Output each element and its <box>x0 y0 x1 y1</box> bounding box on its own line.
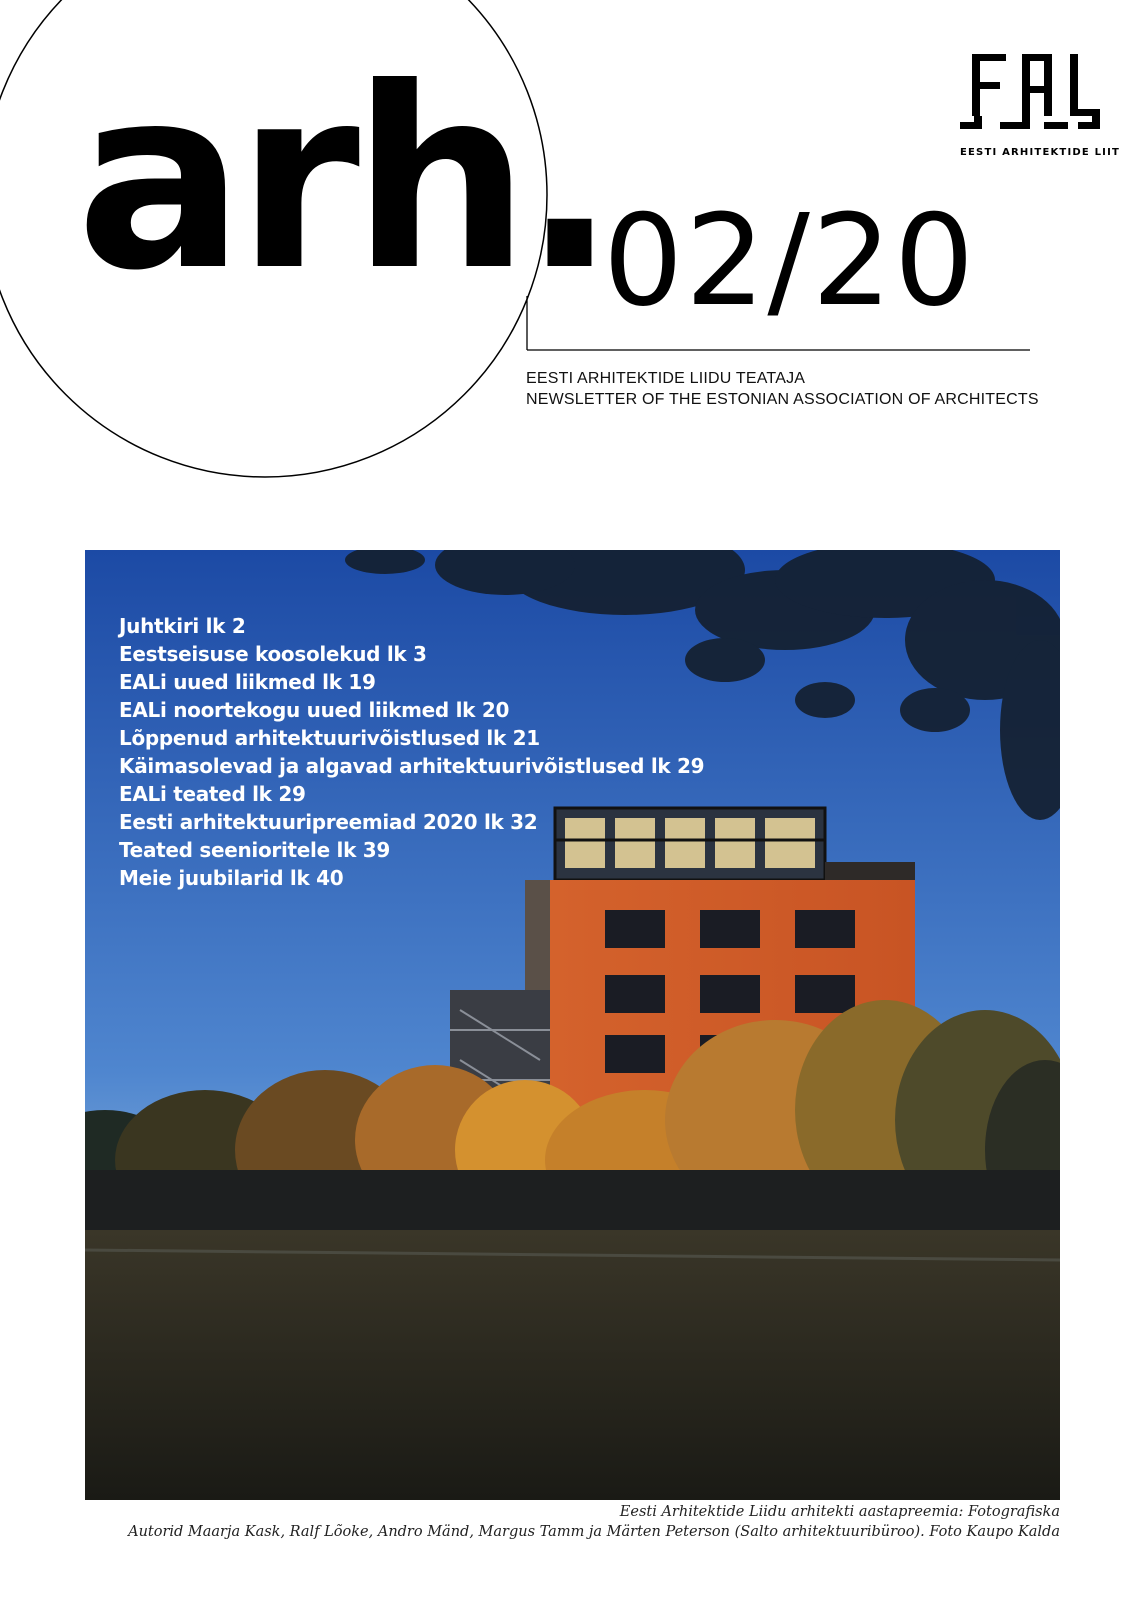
subtitle-english: NEWSLETTER OF THE ESTONIAN ASSOCIATION OF ARCHITECTS <box>526 391 1039 408</box>
toc-item: Meie juubilarid lk 40 <box>119 866 344 890</box>
toc-item: Käimasolevad ja algavad arhitektuurivõistlused lk 29 <box>119 754 705 778</box>
issue-number: 02/20 <box>603 187 977 334</box>
roof-terrace <box>825 862 915 880</box>
masthead-subtitle <box>526 368 1039 410</box>
eal-logo <box>960 42 1121 166</box>
subtitle-estonian: EESTI ARHITEKTIDE LIIDU TEATAJA <box>526 370 806 387</box>
toc-item: Eestseisuse koosolekud lk 3 <box>119 642 427 666</box>
fence-wall <box>85 1170 1060 1230</box>
caption-line-award: Eesti Arhitektide Liidu arhitekti aastapreemia: Fotografiska <box>619 1504 1060 1520</box>
photo-caption <box>128 1502 1060 1542</box>
toc-item: Juhtkiri lk 2 <box>119 614 246 638</box>
cover-photo <box>85 550 1060 1500</box>
toc-item: EALi teated lk 29 <box>119 782 306 806</box>
toc-item: Teated seenioritele lk 39 <box>119 838 390 862</box>
toc-item: EALi uued liikmed lk 19 <box>119 670 376 694</box>
toc-item: EALi noortekogu uued liikmed lk 20 <box>119 698 510 722</box>
eal-logo-text: EESTI ARHITEKTIDE LIIT <box>960 147 1121 158</box>
toc-item: Lõppenud arhitektuurivõistlused lk 21 <box>119 726 540 750</box>
masthead-dot: . <box>521 34 609 325</box>
masthead-title-text: arh <box>76 34 522 325</box>
toc-item: Eesti arhitektuuripreemiad 2020 lk 32 <box>119 810 538 834</box>
ground <box>85 1230 1060 1500</box>
caption-line-credits: Autorid Maarja Kask, Ralf Lõoke, Andro Mänd, Margus Tamm ja Märten Peterson (Salto arhitektuuribüroo). Foto Kaupo Kalda <box>128 1524 1060 1540</box>
eal-logo-mark <box>960 42 1108 142</box>
masthead-title <box>76 34 609 325</box>
table-of-contents <box>119 612 704 892</box>
